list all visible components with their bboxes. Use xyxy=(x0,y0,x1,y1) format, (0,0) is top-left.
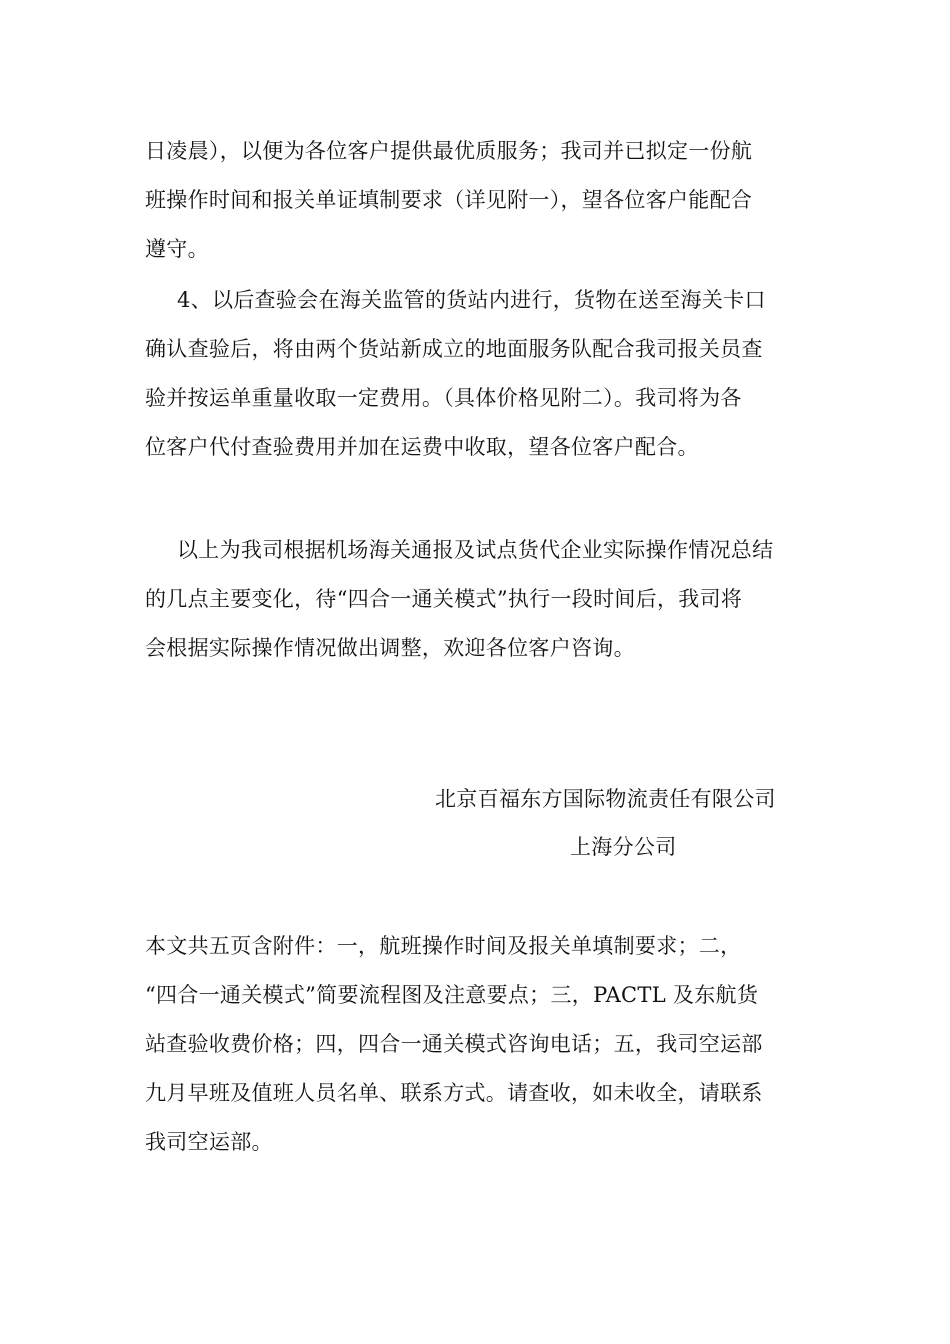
text-line: 验并按运单重量收取一定费用。（具体价格见附二）。我司将为各 xyxy=(145,386,742,410)
text-line: 4、以后查验会在海关监管的货站内进行，货物在送至海关卡口 xyxy=(177,288,766,312)
text-line: 站查验收费价格；四，四合一通关模式咨询电话；五，我司空运部 xyxy=(145,1032,763,1056)
text-line: 本文共五页含附件：一，航班操作时间及报关单填制要求；二， xyxy=(145,934,742,958)
text-line: 确认查验后，将由两个货站新成立的地面服务队配合我司报关员查 xyxy=(145,337,763,361)
text-line: 的几点主要变化，待“四合一通关模式”执行一段时间后，我司将 xyxy=(145,587,743,611)
text-line: “四合一通关模式”简要流程图及注意要点；三，PACTL 及东航货 xyxy=(145,983,759,1007)
text-line: 以上为我司根据机场海关通报及试点货代企业实际操作情况总结 xyxy=(177,538,774,562)
branch-name: 上海分公司 xyxy=(570,835,677,859)
text-line: 班操作时间和报关单证填制要求（详见附一），望各位客户能配合 xyxy=(145,188,753,212)
text-line: 遵守。 xyxy=(145,237,209,261)
text-line: 我司空运部。 xyxy=(145,1130,273,1154)
text-line: 九月早班及值班人员名单、联系方式。请查收，如未收全，请联系 xyxy=(145,1081,763,1105)
text-line: 位客户代付查验费用并加在运费中收取，望各位客户配合。 xyxy=(145,435,699,459)
text-line: 日凌晨），以便为各位客户提供最优质服务；我司并已拟定一份航 xyxy=(145,139,753,163)
company-name: 北京百福东方国际物流责任有限公司 xyxy=(435,787,776,811)
text-line: 会根据实际操作情况做出调整，欢迎各位客户咨询。 xyxy=(145,636,635,660)
